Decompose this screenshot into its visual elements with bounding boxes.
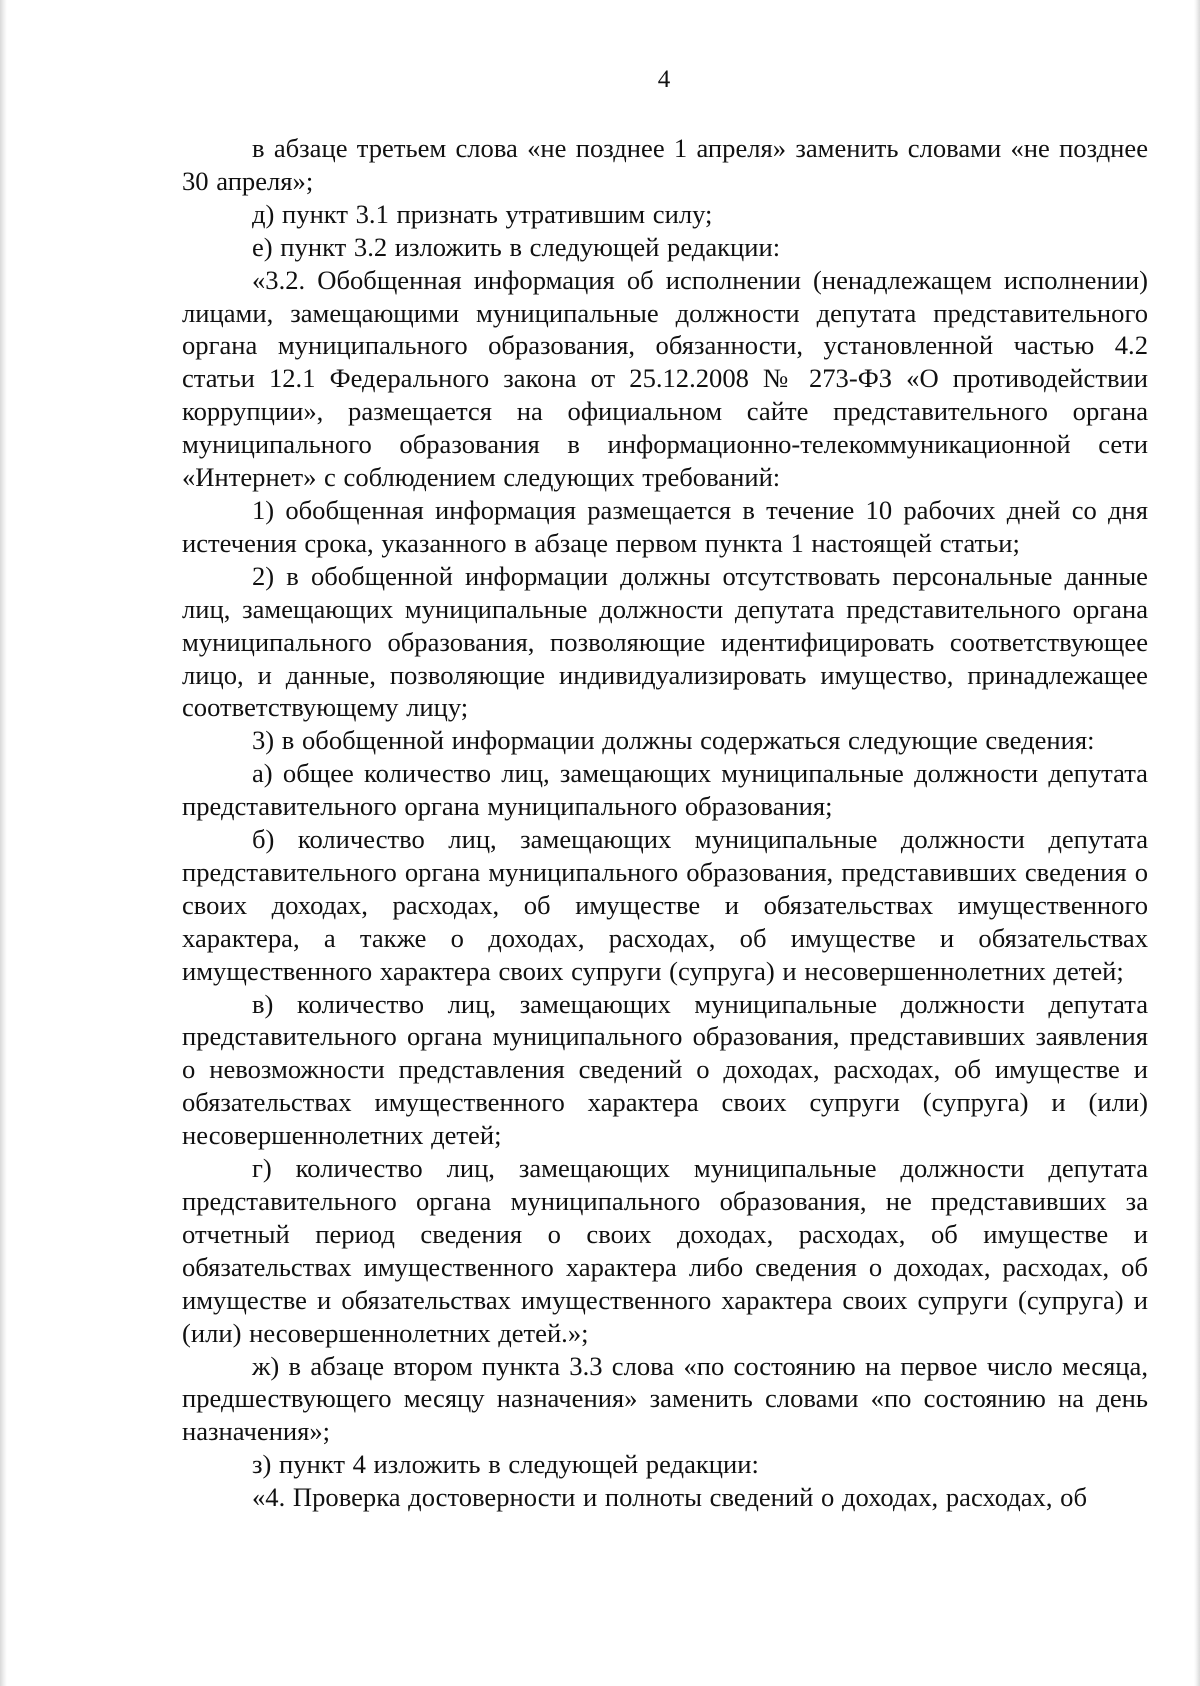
paragraph: д) пункт 3.1 признать утратившим силу; — [252, 198, 713, 229]
scan-edge-right — [1194, 0, 1200, 1686]
paragraph: г) количество лиц, замещающих муниципальные должности депутата представительного органа муниципального образования, не представивших за отчетный период сведения о своих доходах, расходах, об имуществе и обязательствах имущественного характера либо сведения о доходах, расходах, об имуществе и обязательствах имущественного характера своих супруги (супруга) и (или) несовершеннолетних детей.»; — [182, 1153, 1148, 1348]
paragraph: в) количество лиц, замещающих муниципальные должности депутата представительного органа муниципального образования, представивших заявления о невозможности представления сведений о доходах, расходах, об имуществе и обязательствах имущественного характера своих супруги (супруга) и (или) несовершеннолетних детей; — [182, 988, 1148, 1151]
paragraph: ж) в абзаце втором пункта 3.3 слова «по состоянию на первое число месяца, предшествующего месяцу назначения» заменить словами «по состоянию на день назначения»; — [182, 1350, 1148, 1447]
paragraph: в абзаце третьем слова «не позднее 1 апреля» заменить словами «не позднее 30 апреля»; — [182, 133, 1148, 196]
page-number: 4 — [657, 66, 671, 93]
document-body — [182, 132, 1148, 1514]
paragraph: 1) обобщенная информация размещается в течение 10 рабочих дней со дня истечения срока, указанного в абзаце первом пункта 1 настоящей статьи; — [182, 494, 1148, 558]
paragraph: «3.2. Обобщенная информация об исполнении (ненадлежащем исполнении) лицами, замещающими муниципальные должности депутата представительного органа муниципального образования, обязанности, установленной частью 4.2 статьи 12.1 Федерального закона от 25.12.2008 № 273-ФЗ «О противодействии коррупции», размещается на официальном сайте представительного органа муниципального образования в информационно-телекоммуникационной сети «Интернет» с соблюдением следующих требований: — [182, 264, 1148, 493]
paragraph: 3) в обобщенной информации должны содержаться следующие сведения: — [252, 725, 1095, 756]
paragraph: а) общее количество лиц, замещающих муниципальные должности депутата представительного органа муниципального образования; — [182, 758, 1148, 822]
scan-edge-left — [0, 0, 7, 1686]
paragraph: 2) в обобщенной информации должны отсутствовать персональные данные лиц, замещающих муниципальные должности депутата представительного органа муниципального образования, позволяющие идентифицировать соответствующее лицо, и данные, позволяющие индивидуализировать имущество, принадлежащее соответствующему лицу; — [182, 560, 1148, 723]
paragraph: б) количество лиц, замещающих муниципальные должности депутата представительного органа муниципального образования, представивших сведения о своих доходах, расходах, об имуществе и обязательствах имущественного характера, а также о доходах, расходах, об имуществе и обязательствах имущественного характера своих супруги (супруга) и несовершеннолетних детей; — [182, 824, 1148, 986]
paragraph: «4. Проверка достоверности и полноты сведений о доходах, расходах, об — [252, 1482, 1087, 1513]
paragraph: з) пункт 4 изложить в следующей редакции: — [252, 1449, 759, 1480]
paragraph: е) пункт 3.2 изложить в следующей редакции: — [252, 231, 781, 262]
